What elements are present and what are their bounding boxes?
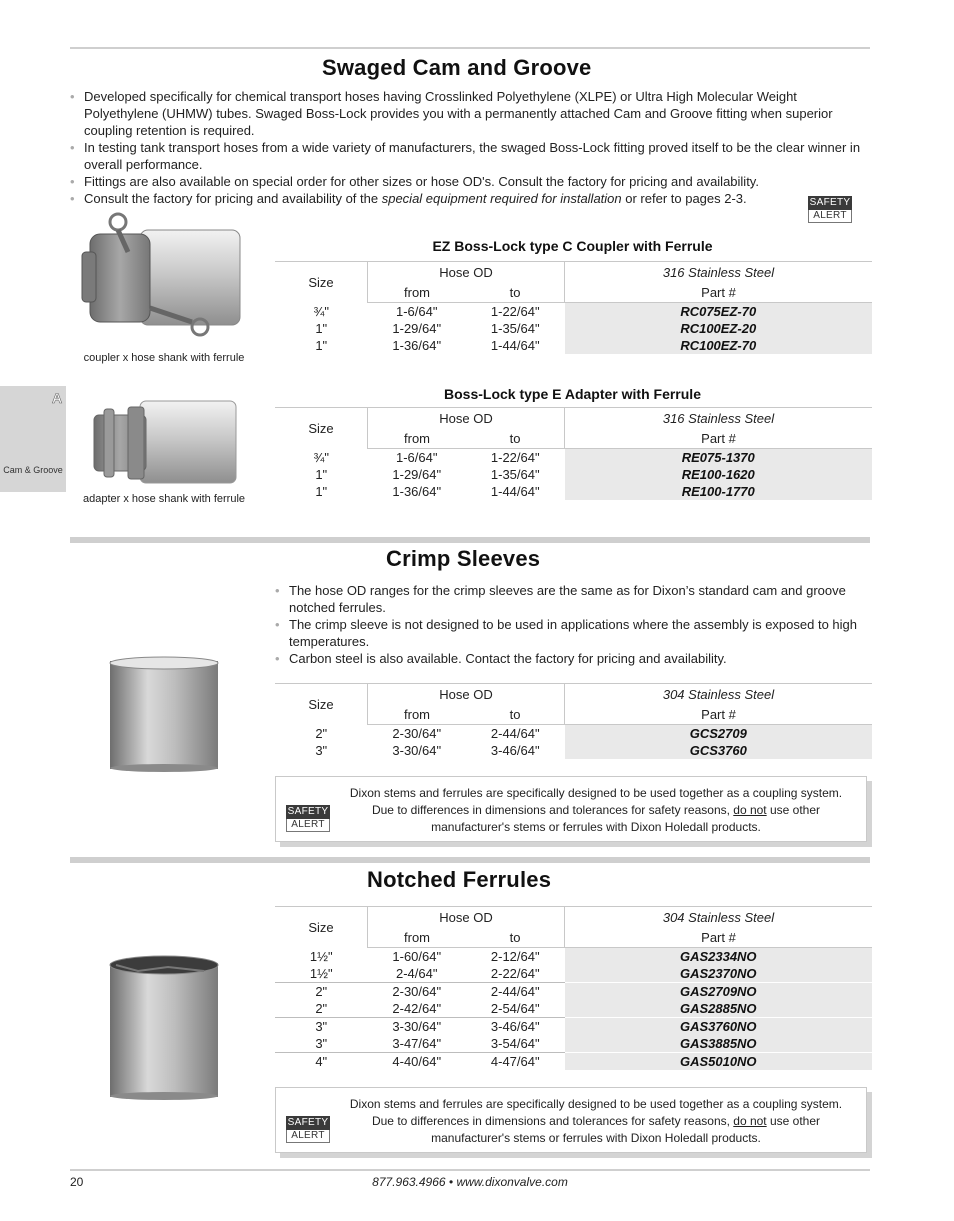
from-header: from <box>368 428 467 449</box>
part-header: Part # <box>565 927 873 948</box>
section-title-crimp: Crimp Sleeves <box>386 546 541 571</box>
crimp-bullet-list <box>275 582 865 667</box>
section-title-swaged: Swaged Cam and Groove <box>322 55 592 80</box>
safety-alert-icon: SAFETY ALERT <box>809 197 851 221</box>
safety-alert-text: Dixon stems and ferrules are specifically designed to be used together as a coupling system. Due to differences in dimensions and tolerances for safety reasons, do not use other manufacturer's stems or ferrules with Dixon Holedall products. <box>349 786 843 834</box>
size-header: Size <box>275 907 368 948</box>
footer-rule <box>70 1169 870 1171</box>
part-number: RC100EZ-20 <box>565 320 873 337</box>
table-row: ¾" 1-6/64" 1-22/64" RE075-1370 <box>275 449 872 467</box>
table-row: 1" 1-29/64" 1-35/64" RE100-1620 <box>275 466 872 483</box>
table-row: 1" 1-36/64" 1-44/64" RC100EZ-70 <box>275 337 872 354</box>
side-tab[interactable] <box>0 386 66 492</box>
from-header: from <box>368 927 467 948</box>
table-row: 3" 3-47/64" 3-54/64" GAS3885NO <box>275 1035 872 1053</box>
list-item: • The crimp sleeve is not designed to be used in applications where the assembly is exposed to high temperatures. <box>275 616 865 650</box>
section-title-notched: Notched Ferrules <box>367 867 552 892</box>
table-row: 1" 1-29/64" 1-35/64" RC100EZ-20 <box>275 320 872 337</box>
top-rule <box>70 47 870 49</box>
material-header: 304 Stainless Steel <box>565 684 873 705</box>
from-header: from <box>368 282 467 303</box>
to-header: to <box>466 704 565 725</box>
table-row: 2" 2-30/64" 2-44/64" GCS2709 <box>275 725 872 743</box>
part-number: RC075EZ-70 <box>565 303 873 321</box>
table-row: 3" 3-30/64" 3-46/64" GCS3760 <box>275 742 872 759</box>
part-number: GAS2334NO <box>565 948 873 966</box>
table-row: 1½" 1-60/64" 2-12/64" GAS2334NO <box>275 948 872 966</box>
hose-od-header: Hose OD <box>368 408 565 429</box>
list-item: • Carbon steel is also available. Contact the factory for pricing and availability. <box>275 650 865 667</box>
safety-alert-text: Dixon stems and ferrules are specifically designed to be used together as a coupling system. Due to differences in dimensions and tolerances for safety reasons, do not use other manufacturer's stems or ferrules with Dixon Holedall products. <box>349 1097 843 1145</box>
list-item: • Consult the factory for pricing and availability of the special equipment required for installation or refer to pages 2-3. <box>70 190 870 207</box>
notched-ferrule-table <box>275 906 872 1070</box>
size-header: Size <box>275 262 368 303</box>
part-number: GCS3760 <box>565 742 873 759</box>
material-header: 316 Stainless Steel <box>565 262 873 283</box>
part-number: GAS2370NO <box>565 965 873 983</box>
table-row: 2" 2-42/64" 2-54/64" GAS2885NO <box>275 1000 872 1018</box>
hose-od-header: Hose OD <box>368 684 565 705</box>
part-number: GAS2709NO <box>565 983 873 1001</box>
adapter-table <box>275 407 872 500</box>
part-number: RE100-1620 <box>565 466 873 483</box>
part-number: RE100-1770 <box>565 483 873 500</box>
part-number: GCS2709 <box>565 725 873 743</box>
to-header: to <box>466 282 565 303</box>
list-item: • Fittings are also available on special order for other sizes or hose OD's. Consult the factory for pricing and availability. <box>70 173 870 190</box>
safety-alert-icon: SAFETY ALERT <box>287 806 329 830</box>
page-number: 20 <box>70 1175 84 1189</box>
part-number: GAS3885NO <box>565 1035 873 1053</box>
table-row: 2" 2-30/64" 2-44/64" GAS2709NO <box>275 983 872 1001</box>
hose-od-header: Hose OD <box>368 262 565 283</box>
hose-od-header: Hose OD <box>368 907 565 928</box>
table-row: 1½" 2-4/64" 2-22/64" GAS2370NO <box>275 965 872 983</box>
material-header: 316 Stainless Steel <box>565 408 873 429</box>
part-header: Part # <box>565 282 873 303</box>
table-row: 3" 3-30/64" 3-46/64" GAS3760NO <box>275 1018 872 1036</box>
coupler-caption: coupler x hose shank with ferrule <box>83 352 245 364</box>
adapter-table-title: Boss-Lock type E Adapter with Ferrule <box>444 386 701 402</box>
coupler-photo <box>80 212 250 337</box>
crimp-sleeve-table <box>275 683 872 759</box>
part-number: RE075-1370 <box>565 449 873 467</box>
size-header: Size <box>275 408 368 449</box>
footer-contact: 877.963.4966 • www.dixonvalve.com <box>372 1175 568 1189</box>
part-number: GAS2885NO <box>565 1000 873 1018</box>
side-tab-letter: A <box>52 390 63 406</box>
table-row: 4" 4-40/64" 4-47/64" GAS5010NO <box>275 1053 872 1071</box>
section-divider-crimp <box>70 537 870 543</box>
adapter-photo <box>90 395 240 490</box>
size-header: Size <box>275 684 368 725</box>
list-item: • The hose OD ranges for the crimp sleeves are the same as for Dixon’s standard cam and groove notched ferrules. <box>275 582 865 616</box>
notched-ferrule-photo <box>108 953 220 1101</box>
to-header: to <box>466 428 565 449</box>
side-tab-label: Cam & Groove <box>3 465 63 475</box>
safety-alert-box-crimp <box>275 776 867 842</box>
adapter-caption: adapter x hose shank with ferrule <box>82 493 246 505</box>
swaged-bullet-list <box>70 88 870 207</box>
crimp-sleeve-photo <box>108 655 220 773</box>
safety-alert-icon: SAFETY ALERT <box>287 1117 329 1141</box>
from-header: from <box>368 704 467 725</box>
coupler-table <box>275 261 872 354</box>
safety-alert-box-notched <box>275 1087 867 1153</box>
part-number: RC100EZ-70 <box>565 337 873 354</box>
part-header: Part # <box>565 704 873 725</box>
list-item: • Developed specifically for chemical transport hoses having Crosslinked Polyethylene (XLPE) or Ultra High Molecular Weight Polyethylene (UHMW) tubes. Swaged Boss-Lock provides you with a permanently attached Cam and Groove fitting when superior coupling retention is required. <box>70 88 870 139</box>
list-item: • In testing tank transport hoses from a wide variety of manufacturers, the swaged Boss-Lock fitting proved itself to be the clear winner in overall performance. <box>70 139 870 173</box>
to-header: to <box>466 927 565 948</box>
coupler-table-title: EZ Boss-Lock type C Coupler with Ferrule <box>432 238 713 254</box>
part-number: GAS3760NO <box>565 1018 873 1036</box>
table-row: 1" 1-36/64" 1-44/64" RE100-1770 <box>275 483 872 500</box>
section-divider-notched <box>70 857 870 863</box>
part-number: GAS5010NO <box>565 1053 873 1071</box>
part-header: Part # <box>565 428 873 449</box>
table-row: ¾" 1-6/64" 1-22/64" RC075EZ-70 <box>275 303 872 321</box>
material-header: 304 Stainless Steel <box>565 907 873 928</box>
